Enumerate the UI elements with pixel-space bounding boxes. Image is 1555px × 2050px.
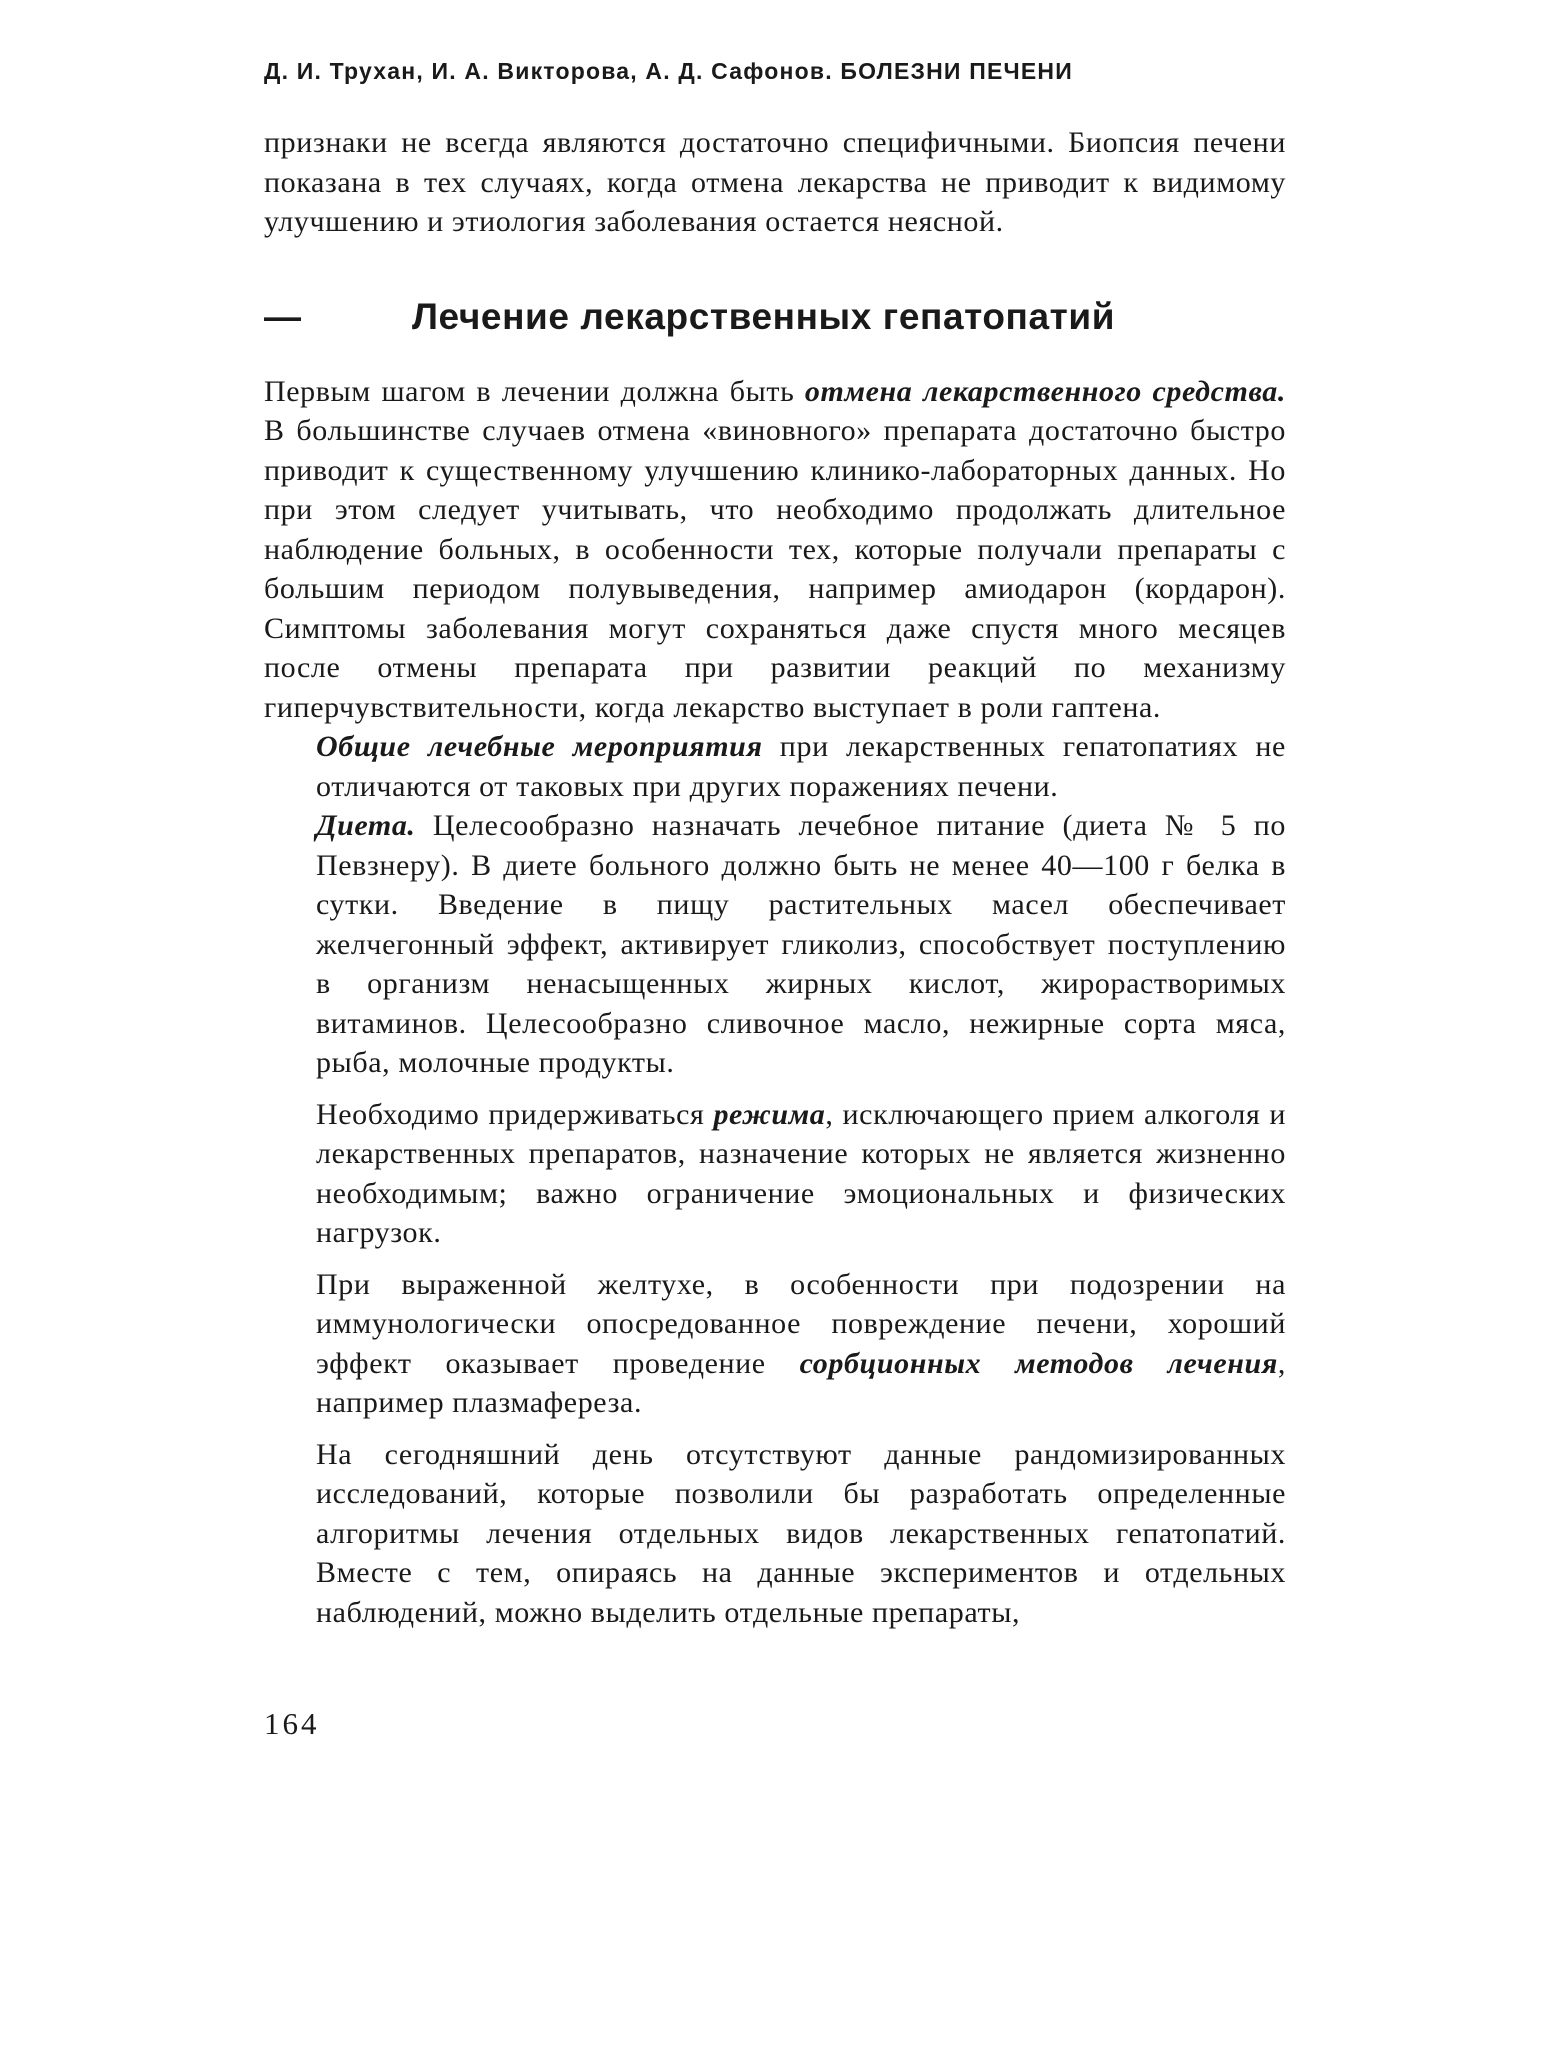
intro-paragraph: признаки не всегда являются достаточно специфичными. Биопсия печени показана в тех случаях, когда отмена лекарства не приводит к видимому улучшению и этиология заболевания остается неясной. xyxy=(264,126,1286,238)
section-title: Лечение лекарственных гепатопатий xyxy=(412,295,1116,337)
paragraph-5-text-after: , например плазмафереза. xyxy=(316,1346,1286,1419)
paragraph-3 xyxy=(264,806,1286,1083)
paragraph-4-text-after: , исключающего прием алкоголя и лекарственных препаратов, назначение которых не является жизненно необходимым; важно ограничение эмоциональных и физических нагрузок. xyxy=(316,1097,1286,1249)
section-heading xyxy=(264,296,1286,340)
paragraph-6: На сегодняшний день отсутствуют данные рандомизированных исследований, которые позволили бы разработать определенные алгоритмы лечения отдельных видов лекарственных гепатопатий. Вместе с тем, опираясь на данные экспериментов и отдельных наблюдений, можно выделить отдельные препараты, xyxy=(316,1437,1286,1629)
paragraph-5 xyxy=(264,1265,1286,1423)
paragraph-1-emphasis: отмена лекарственного средства. xyxy=(804,374,1286,408)
heading-dash: — xyxy=(264,295,302,337)
running-head: Д. И. Трухан, И. А. Викторова, А. Д. Сафонов. БОЛЕЗНИ ПЕЧЕНИ xyxy=(264,58,1073,84)
paragraph-1-text-before: Первым шагом в лечении должна быть xyxy=(264,374,805,408)
page xyxy=(264,58,1286,1632)
paragraph-1-text-after: В большинстве случаев отмена «виновного» препарата достаточно быстро приводит к существенному улучшению клинико-лабораторных данных. Но при этом следует учитывать, что необходимо продолжать длительное наблюдение больных, в особенности тех, которые получали препараты с большим периодом полувыведения, например амиодарон (кордарон). Симптомы заболевания могут сохраняться даже спустя много месяцев после отмены препарата при развитии реакций по механизму гиперчувствительности, когда лекарство выступает в роли гаптена. xyxy=(264,414,1286,724)
paragraph-5-emphasis: сорбционных методов лечения xyxy=(799,1346,1278,1380)
paragraph-4-text-before: Необходимо придерживаться xyxy=(316,1097,714,1131)
paragraph-2 xyxy=(264,727,1286,806)
paragraph-2-text-after: при лекарственных гепатопатиях не отличаются от таковых при других поражениях печени. xyxy=(316,730,1286,803)
section-body xyxy=(264,372,1286,1633)
paragraph-1 xyxy=(264,372,1286,728)
page-number: 164 xyxy=(264,1706,320,1741)
paragraph-4 xyxy=(264,1095,1286,1253)
paragraph-3-text-after: Целесообразно назначать лечебное питание (диета № 5 по Певзнеру). В диете больного должно быть не менее 40—100 г белка в сутки. Введение в пищу растительных масел обеспечивает желчегонный эффект, активирует гликолиз, способствует поступлению в организм ненасыщенных жирных кислот, жирорастворимых витаминов. Целесообразно сливочное масло, нежирные сорта мяса, рыба, молочные продукты. xyxy=(316,809,1286,1079)
paragraph-4-emphasis: режима xyxy=(713,1097,826,1131)
paragraph-5-text-before: При выраженной желтухе, в особенности при подозрении на иммунологически опосредованное повреждение печени, хороший эффект оказывает проведение xyxy=(316,1267,1286,1380)
paragraph-2-emphasis: Общие лечебные мероприятия xyxy=(316,730,763,763)
paragraph-3-emphasis: Диета. xyxy=(316,809,416,842)
